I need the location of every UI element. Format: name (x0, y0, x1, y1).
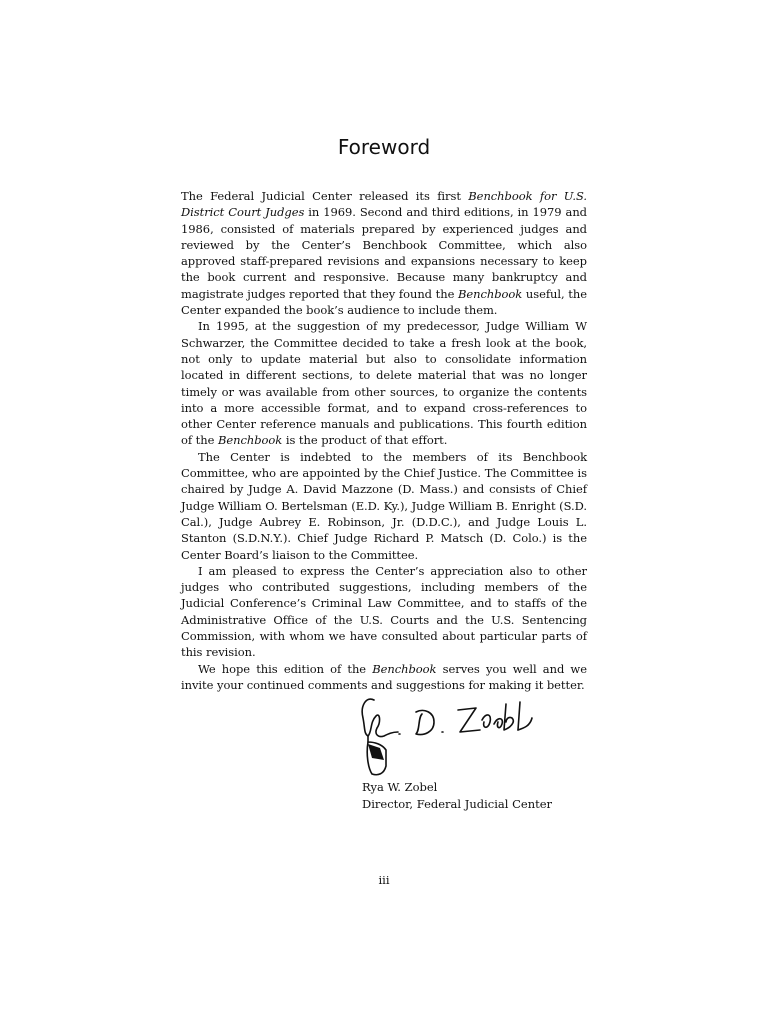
signatory-name: Rya W. Zobel (362, 780, 438, 794)
paragraph (181, 188, 587, 318)
page-title: Foreword (337, 135, 431, 159)
italic-text: Benchbook for U.S. District Court Judges (181, 189, 587, 220)
signature-block (362, 779, 552, 812)
text-run: The Center is indebted to the members of its Benchbook Committee, who are appointed by the Chief Justice. The Committee is chaired by Judge A. David Mazzone (D. Mass.) and consists of Chief Judge William O. Bertelsman (E.D. Ky.), Judge William B. Enright (S.D. Cal.), Judge Aubrey E. Robinson, Jr. (D.D.C.), and Judge Louis L. Stanton (S.D.N.Y.). Chief Judge Richard P. Matsch (D. Colo.) is the Center Board’s liaison to the Committee. (181, 449, 587, 562)
text-run: in 1969. Second and third editions, in 1979 and 1986, consisted of materials prepared by experienced judges and reviewed by the Center’s Benchbook Committee, which also approved staff-prepared revisions and expansions necessary to keep the book current and responsive. Because many bankruptcy and magistrate judges reported that they found the (181, 205, 587, 301)
paragraph (181, 563, 587, 661)
italic-text: Benchbook (217, 433, 283, 448)
text-run: useful, the Center expanded the book’s audience to include them. (181, 286, 587, 318)
foreword-body (181, 188, 587, 693)
italic-text: Benchbook (457, 286, 523, 301)
handwritten-signature (354, 692, 544, 784)
text-run: We hope this edition of the (198, 661, 373, 676)
text-run: is the product of that effort. (282, 433, 448, 448)
page-number: iii (378, 873, 390, 887)
paragraph (181, 449, 587, 563)
text-run: In 1995, at the suggestion of my predecessor, Judge William W Schwarzer, the Committee decided to take a fresh look at the book, not only to update material but also to consolidate information located in different sections, to delete material that was no longer timely or was available from other sources, to organize the contents into a more accessible format, and to expand cross-references to other Center reference manuals and publications. This fourth edition of the (181, 319, 587, 448)
italic-text: Benchbook (372, 661, 437, 676)
text-run: serves you well and we invite your continued comments and suggestions for making it better. (181, 661, 587, 692)
paragraph (181, 318, 587, 448)
text-run: The Federal Judicial Center released its first (181, 189, 469, 203)
paragraph (181, 661, 587, 694)
signatory-title: Director, Federal Judicial Center (362, 796, 553, 811)
text-run: I am pleased to express the Center’s appreciation also to other judges who contributed suggestions, including members of the Judicial Conference’s Criminal Law Committee, and to staffs of the Administrative Office of the U.S. Courts and the U.S. Sentencing Commission, with whom we have consulted about particular parts of this revision. (181, 563, 587, 660)
